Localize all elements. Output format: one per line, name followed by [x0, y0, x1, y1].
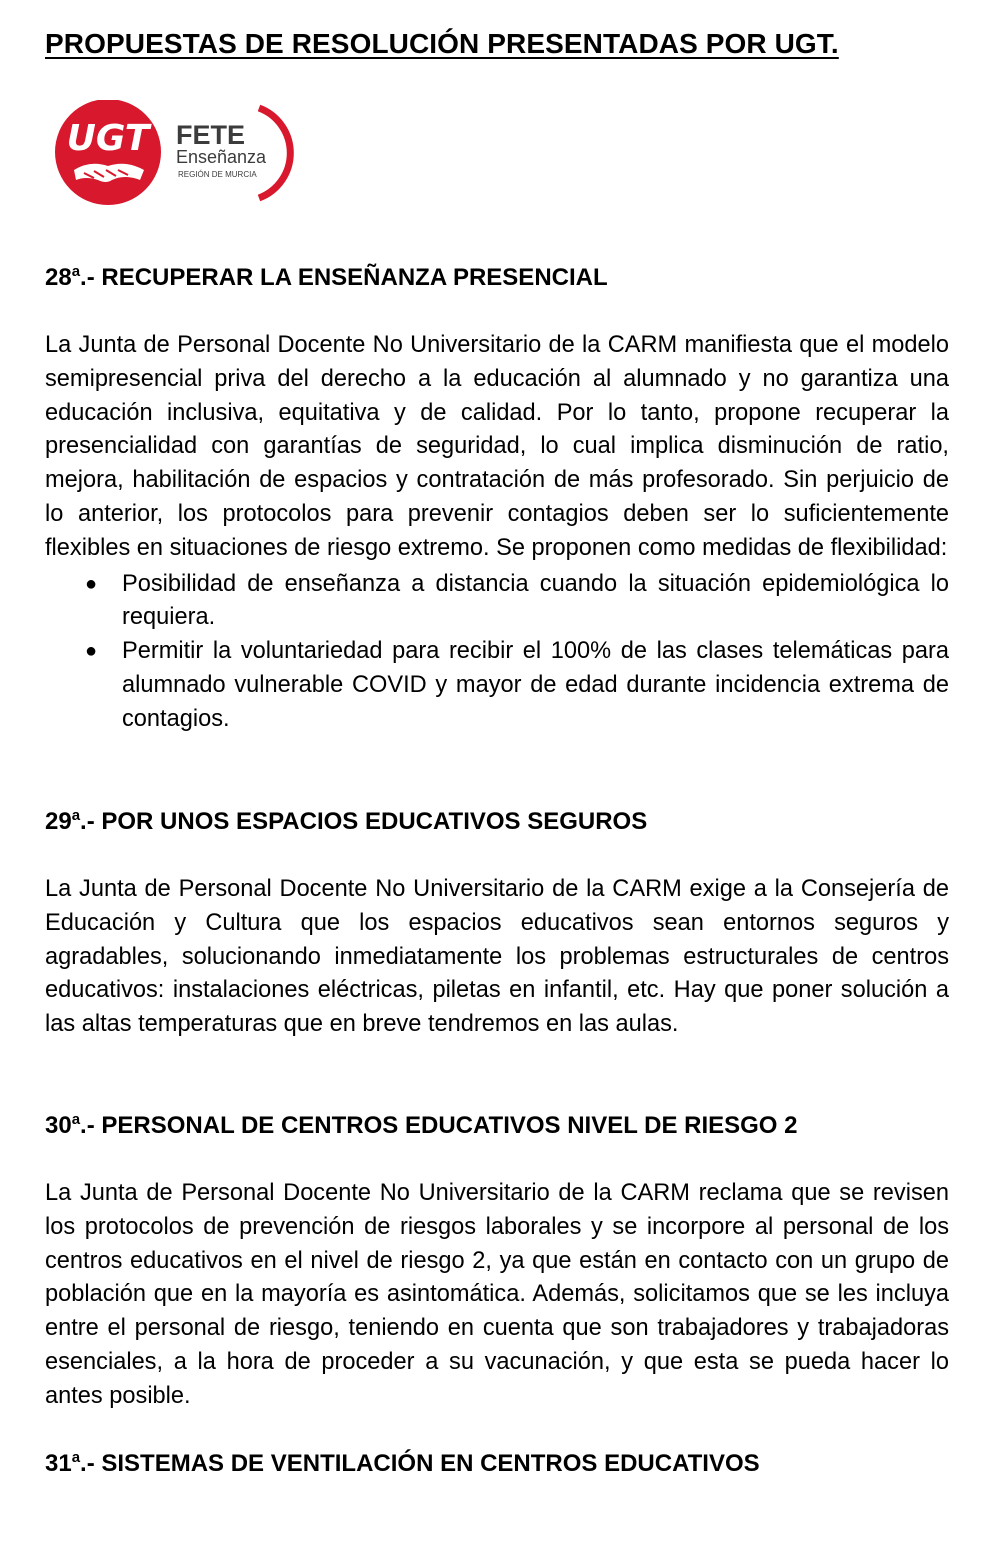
svg-text:REGIÓN DE MURCIA: REGIÓN DE MURCIA — [178, 170, 257, 179]
svg-text:FETE: FETE — [176, 120, 246, 150]
bullet-list — [45, 568, 949, 737]
section-heading: 31$^a$.- SISTEMAS DE VENTILACIÓN EN CENTROS EDUCATIVOS — [45, 1449, 760, 1477]
section-30 — [45, 1111, 949, 1414]
section-28 — [45, 263, 949, 737]
ugt-fete-logo — [54, 100, 314, 205]
bullet-icon: ● — [85, 640, 98, 663]
list-item: ● Posibilidad de enseñanza a distancia cuando la situación epidemiológica lo requiera. — [45, 568, 949, 636]
document-title: PROPUESTAS DE RESOLUCIÓN PRESENTADAS POR UGT. — [45, 28, 839, 59]
section-heading: 30$^a$.- PERSONAL DE CENTROS EDUCATIVOS NIVEL DE RIESGO 2 — [45, 1111, 798, 1139]
list-item: ● Permitir la voluntariedad para recibir el 100% de las clases telemáticas para alumnado vulnerable COVID y mayor de edad durante incidencia extrema de contagios. — [45, 635, 949, 736]
section-31 — [45, 1449, 949, 1479]
section-heading: 29$^a$.- POR UNOS ESPACIOS EDUCATIVOS SEGUROS — [45, 807, 648, 835]
section-29 — [45, 807, 949, 1042]
bullet-icon: ● — [85, 572, 98, 595]
svg-text:Enseñanza: Enseñanza — [176, 147, 267, 167]
section-body: La Junta de Personal Docente No Universitario de la CARM exige a la Consejería de Educación y Cultura que los espacios educativos sean entornos seguros y agradables, solucionando inmediatamente los problemas estructurales de centros educativos: instalaciones eléctricas, piletas en infantil, etc. Hay que poner solución a las altas temperaturas que en breve tendremos en las aulas. — [45, 876, 949, 1038]
section-heading: 28$^a$.- RECUPERAR LA ENSEÑANZA PRESENCIAL — [45, 263, 608, 291]
section-body: La Junta de Personal Docente No Universitario de la CARM manifiesta que el modelo semipresencial priva del derecho a la educación al alumnado y no garantiza una educación inclusiva, equitativa y de calidad. Por lo tanto, propone recuperar la presencialidad con garantías de seguridad, lo cual implica disminución de ratio, mejora, habilitación de espacios y contratación de más profesorado. Sin perjuicio de lo anterior, los protocolos para prevenir contagios deben ser lo suficientemente flexibles en situaciones de riesgo extremo. Se proponen como medidas de flexibilidad: — [45, 332, 949, 561]
section-body: La Junta de Personal Docente No Universitario de la CARM reclama que se revisen los protocolos de prevención de riesgos laborales y se incorpore al personal de los centros educativos en el nivel de riesgo 2, ya que están en contacto con un grupo de población que en la mayoría es asintomática. Además, solicitamos que se les incluya entre el personal de riesgo, teniendo en cuenta que son trabajadores y trabajadoras esenciales, a la hora de proceder a su vacunación, y que esta se pueda hacer lo antes posible. — [45, 1180, 949, 1409]
svg-text:UGT: UGT — [66, 118, 150, 159]
